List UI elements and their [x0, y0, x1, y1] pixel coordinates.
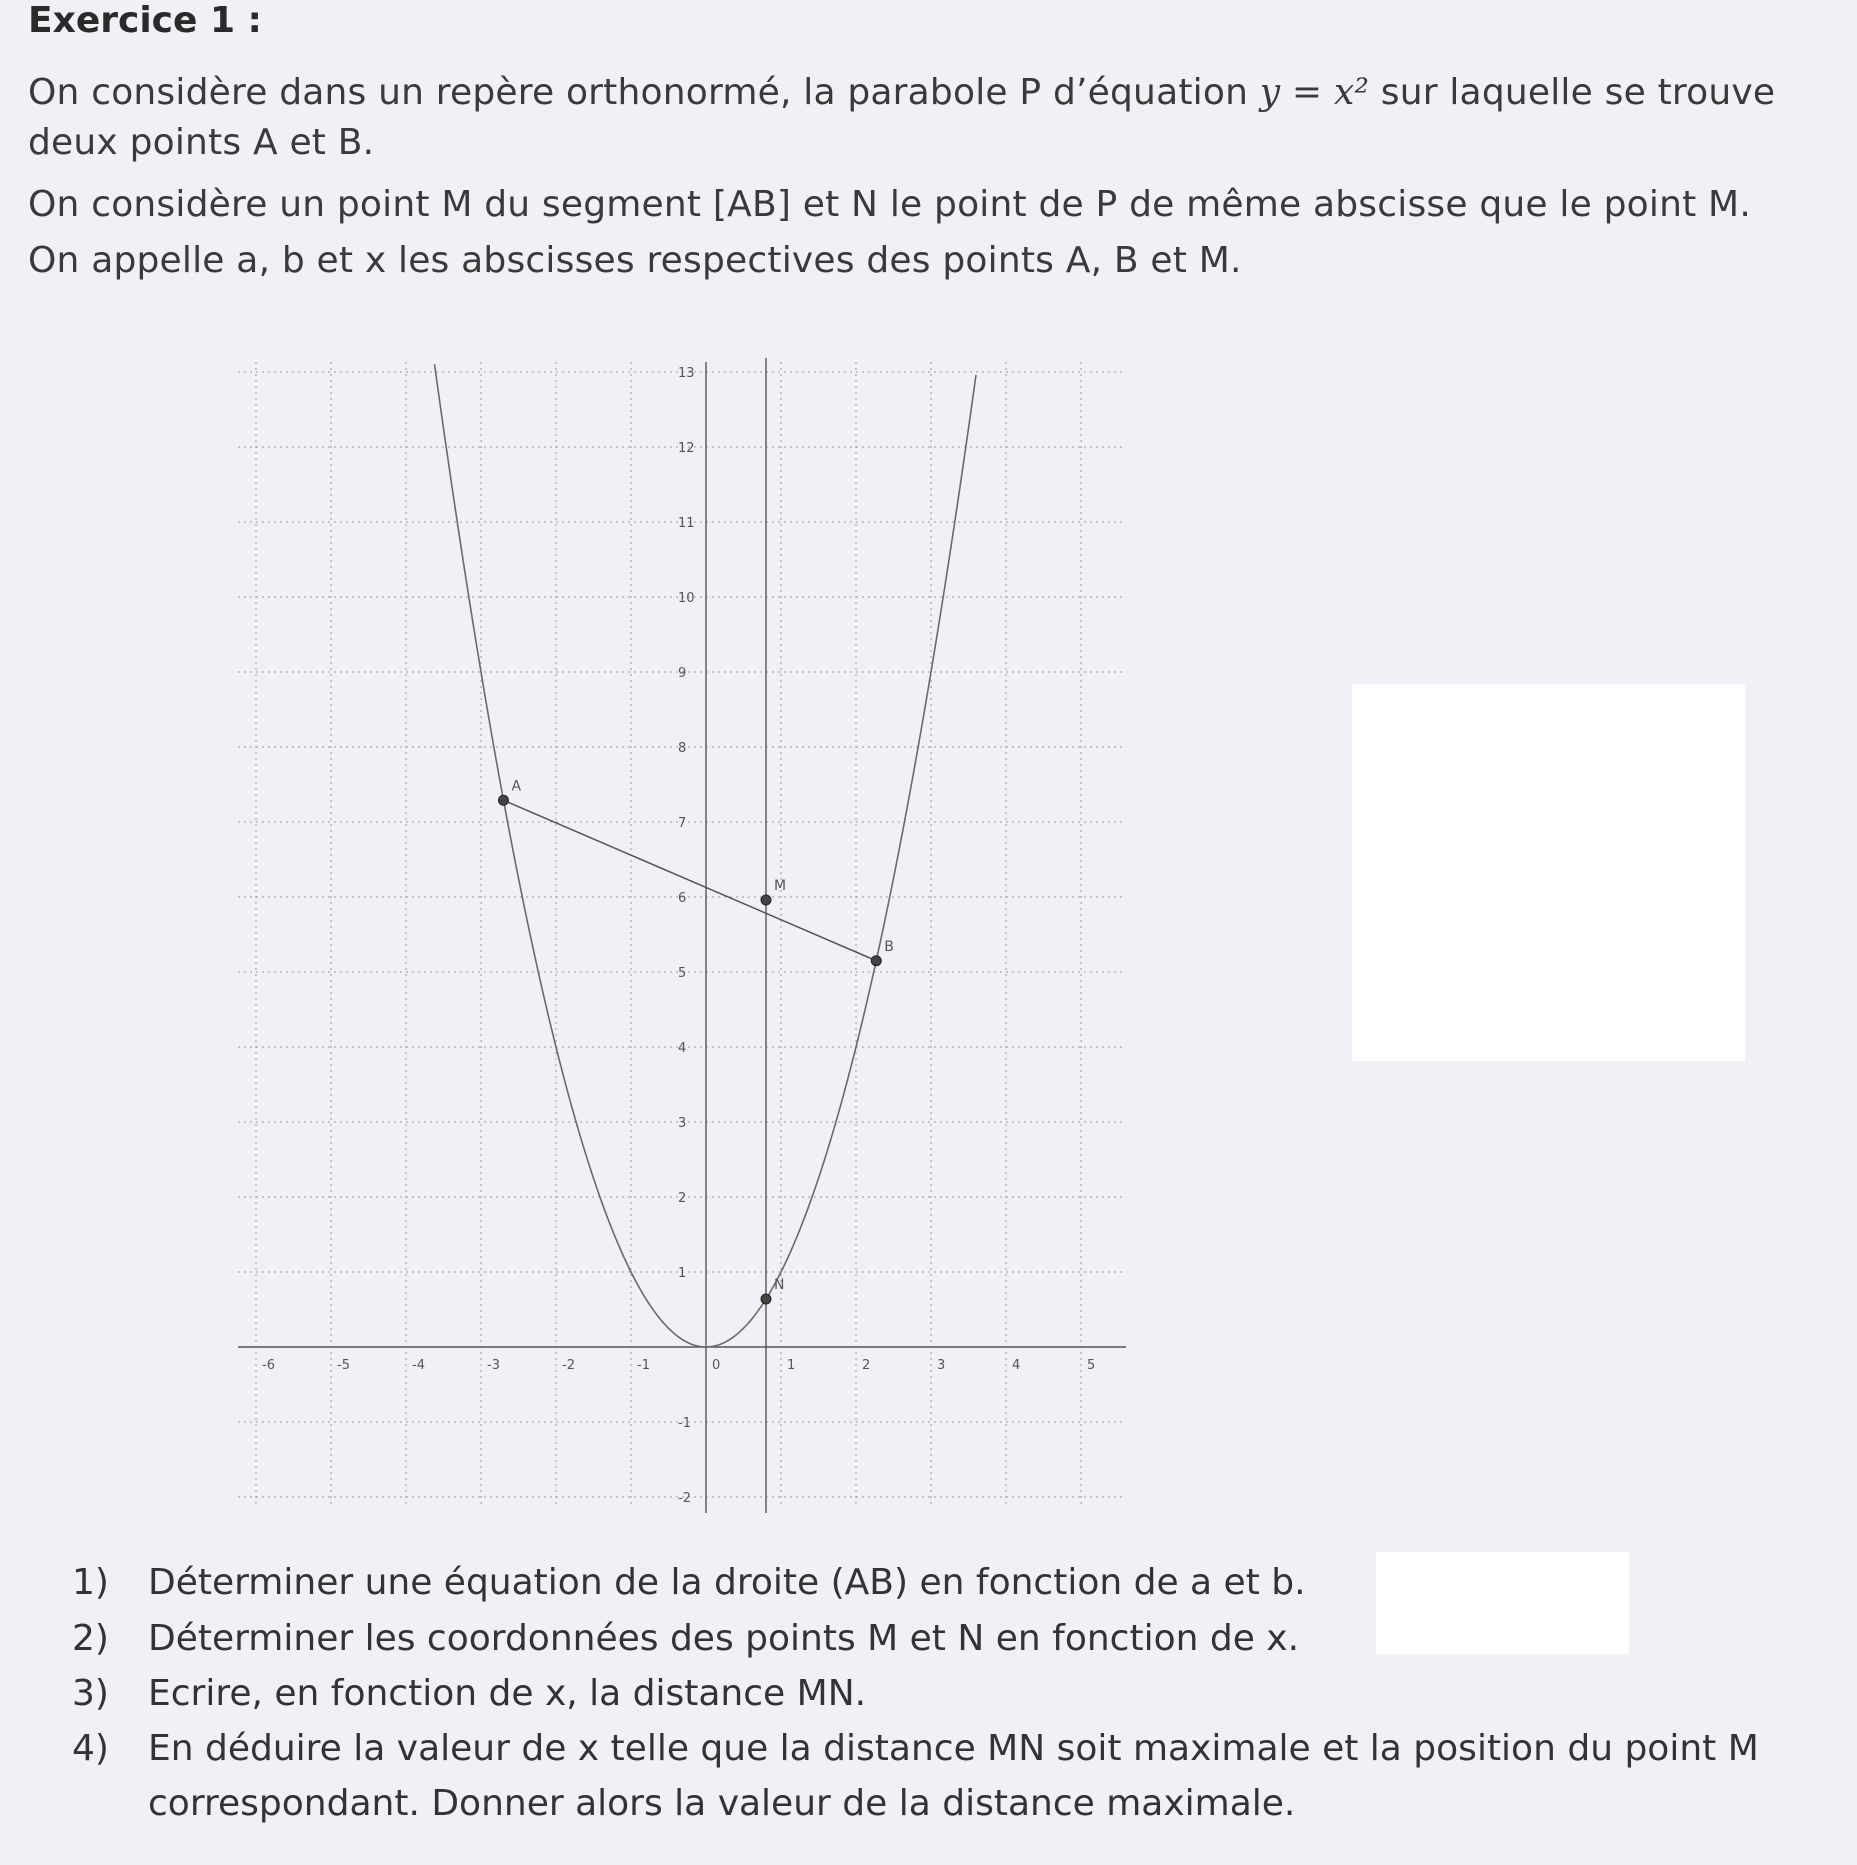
intro-line-2: deux points A et B.: [28, 122, 375, 163]
x-tick-label: 4: [1012, 1358, 1021, 1373]
question-3-text: Ecrire, en fonction de x, la distance MN.: [148, 1673, 867, 1714]
y-tick-label: 11: [678, 516, 695, 531]
x-tick-label: 0: [712, 1358, 721, 1373]
question-4-number: 4): [72, 1728, 109, 1769]
question-4-text: En déduire la valeur de x telle que la distance MN soit maximale et la position du point M: [148, 1728, 1759, 1769]
y-tick-label: -1: [678, 1416, 691, 1431]
x-tick-label: -5: [337, 1358, 350, 1373]
y-tick-label: 10: [678, 591, 695, 606]
y-tick-label: 4: [678, 1041, 687, 1056]
point-label-M: M: [774, 878, 787, 894]
y-tick-label: 8: [678, 741, 687, 756]
question-2-text: Déterminer les coordonnées des points M et N en fonction de x.: [148, 1618, 1300, 1659]
point-B: [871, 956, 881, 966]
point-N: [761, 1294, 771, 1304]
y-tick-label: 2: [678, 1191, 687, 1206]
intro-line-1-end: sur laquelle se trouve: [1380, 72, 1776, 113]
x-tick-label: 1: [787, 1358, 796, 1373]
segment-AB: [504, 800, 877, 961]
graph-tick-labels: [262, 366, 1095, 1506]
x-tick-label: 3: [937, 1358, 946, 1373]
question-2: [72, 1618, 1299, 1659]
question-1-text: Déterminer une équation de la droite (AB) en fonction de a et b.: [148, 1562, 1306, 1603]
question-1-number: 1): [72, 1562, 109, 1603]
x-tick-label: -1: [637, 1358, 650, 1373]
white-mask-right: [1352, 684, 1745, 1061]
x-tick-label: -3: [487, 1358, 500, 1373]
y-tick-label: 6: [678, 891, 687, 906]
parabola-equation: y = x²: [1259, 72, 1370, 113]
point-A: [499, 795, 509, 805]
y-tick-label: 3: [678, 1116, 687, 1131]
point-label-A: A: [511, 778, 522, 795]
point-label-N: N: [774, 1277, 785, 1293]
y-tick-label: 1: [678, 1266, 687, 1281]
y-tick-label: -2: [678, 1491, 691, 1506]
point-label-B: B: [884, 938, 894, 955]
graph-axes: [238, 362, 1126, 1513]
parabola-curve: [435, 364, 977, 1347]
white-mask-bottom: [1376, 1552, 1629, 1654]
point-M: [761, 895, 771, 905]
graph-points: [499, 778, 894, 1304]
question-2-number: 2): [72, 1618, 109, 1659]
y-tick-label: 12: [678, 441, 695, 456]
x-tick-label: -4: [412, 1358, 425, 1373]
question-1: [72, 1562, 1306, 1603]
y-tick-label: 7: [678, 816, 687, 831]
question-3-number: 3): [72, 1673, 109, 1714]
question-4: [72, 1728, 1759, 1769]
intro-line-1-start: On considère dans un repère orthonormé, la parabole P d’équation: [28, 72, 1249, 113]
question-3: [72, 1673, 866, 1714]
exercise-title: Exercice 1 :: [28, 0, 262, 41]
x-tick-label: 2: [862, 1358, 871, 1373]
y-tick-label: 5: [678, 966, 687, 981]
x-tick-label: -2: [562, 1358, 575, 1373]
x-tick-label: 5: [1087, 1358, 1096, 1373]
question-4-continuation: correspondant. Donner alors la valeur de la distance maximale.: [148, 1783, 1296, 1824]
intro-line-4: On appelle a, b et x les abscisses respectives des points A, B et M.: [28, 240, 1242, 281]
y-tick-label: 13: [678, 366, 695, 381]
x-tick-label: -6: [262, 1358, 275, 1373]
graph-grid: [238, 362, 1126, 1507]
intro-line-3: On considère un point M du segment [AB] et N le point de P de même abscisse que le point M.: [28, 184, 1751, 225]
y-tick-label: 9: [678, 666, 687, 681]
